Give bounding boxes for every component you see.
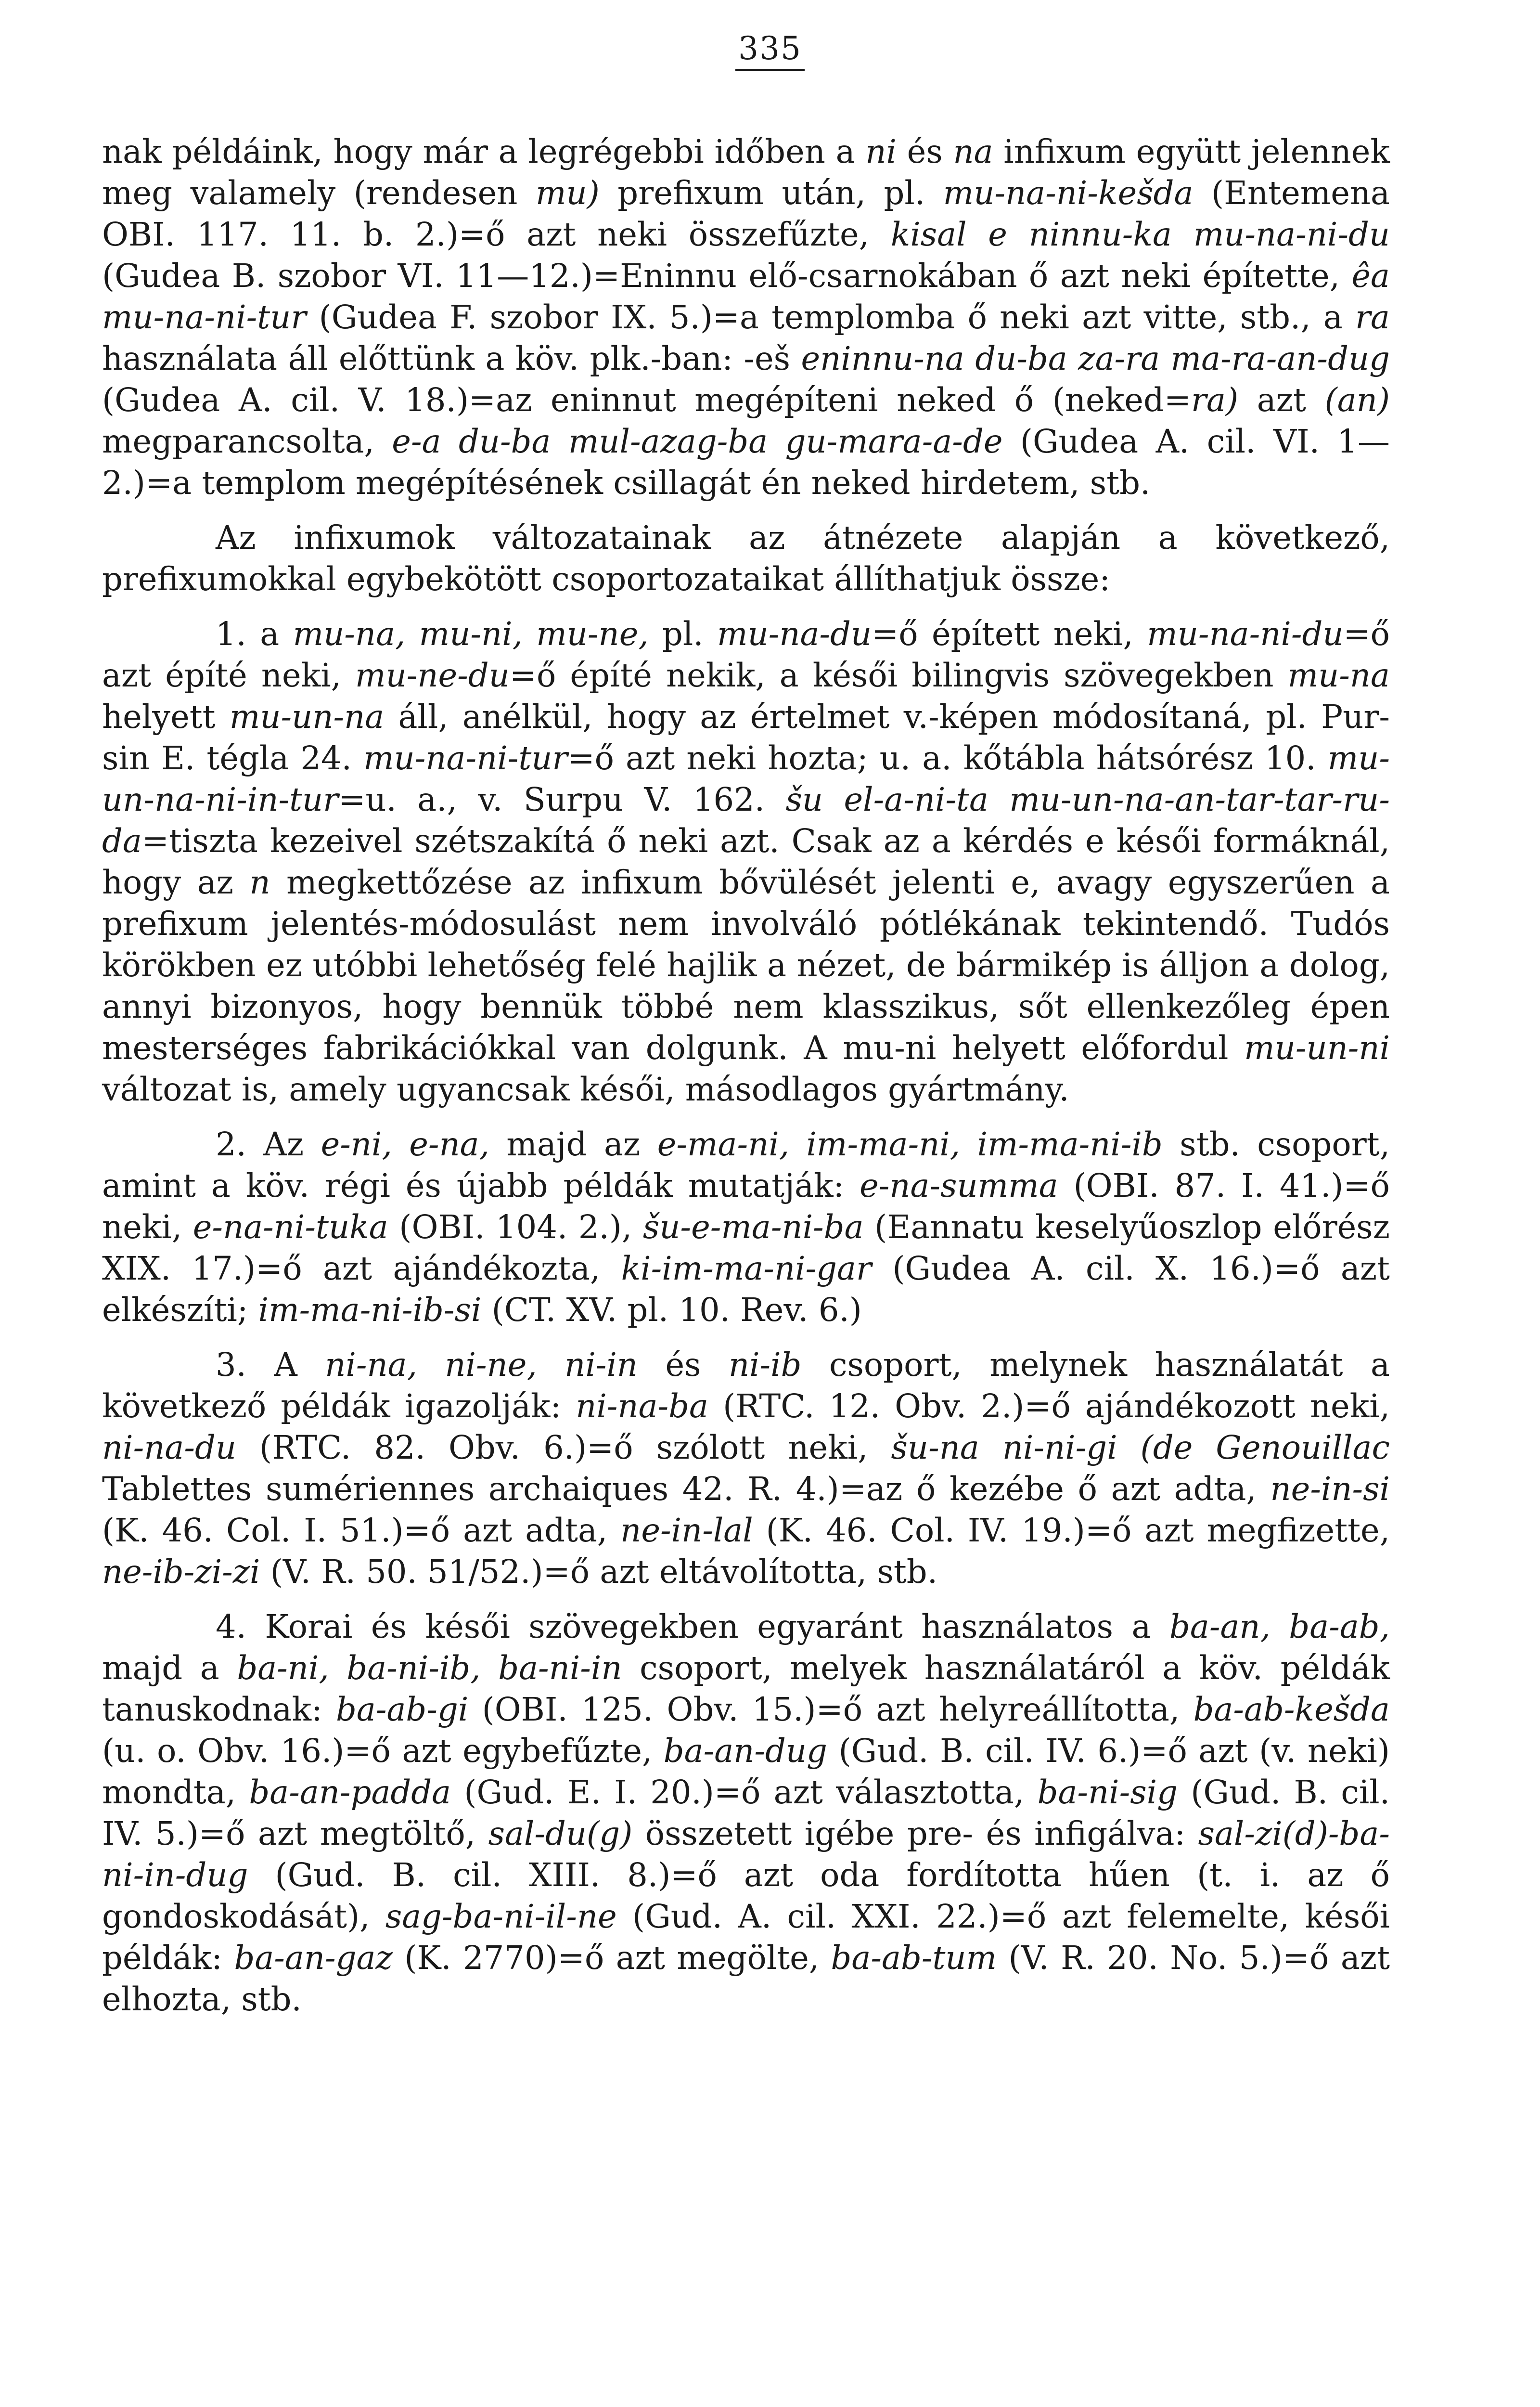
text-run: =ő építé nekik, a késői bilingvis szövegekben	[509, 657, 1288, 694]
text-run: csoport, melynek használatát a következő példák igazolják:	[102, 1346, 1390, 1425]
italic-term: ba-an-gaz	[234, 1939, 393, 1977]
italic-term: mu-na-ni-kešda	[943, 174, 1194, 212]
paragraph-6	[102, 1606, 1390, 2020]
italic-term: ki-im-ma-ni-gar	[621, 1250, 872, 1287]
italic-term: šu el-a-ni-ta mu-un-na-an-tar-tar-ru-da	[102, 781, 1390, 860]
text-run: (Gudea F. szobor IX. 5.)=a templomba ő neki azt vitte, stb., a	[306, 298, 1356, 336]
text-run: (K. 46. Col. IV. 19.)=ő azt megfizette,	[753, 1512, 1390, 1549]
italic-term: im-ma-ni-ib-si	[258, 1291, 482, 1329]
text-run: (Gud. E. I. 20.)=ő azt választotta,	[451, 1773, 1038, 1811]
italic-term: ba-ab-kešda	[1193, 1691, 1390, 1728]
text-run: (K. 46. Col. I. 51.)=ő azt adta,	[102, 1512, 621, 1549]
text-run: és	[637, 1346, 729, 1384]
paragraph-5	[102, 1344, 1390, 1592]
text-run: (Gudea A. cil. V. 18.)=az eninnut megépíteni neked ő (neked=	[102, 381, 1191, 419]
italic-term: mu-na	[1287, 657, 1390, 694]
paragraph-1	[102, 131, 1390, 504]
italic-term: n	[249, 864, 270, 901]
italic-term: ba-an-padda	[249, 1773, 451, 1811]
paragraph-3	[102, 613, 1390, 1110]
italic-term: e-ma-ni, im-ma-ni, im-ma-ni-ib	[657, 1126, 1163, 1163]
italic-term: sag-ba-ni-il-ne	[385, 1898, 617, 1935]
italic-term: ni	[865, 133, 897, 170]
italic-term: šu-na ni-ni-gi (de Genouillac	[891, 1429, 1390, 1466]
text-run: azt	[1238, 381, 1325, 419]
text-run: (OBI. 104. 2.),	[388, 1208, 643, 1246]
text-run: és	[896, 133, 953, 170]
italic-term: ba-ni-sig	[1037, 1773, 1178, 1811]
italic-term: (an)	[1324, 381, 1390, 419]
text-run: helyett	[102, 698, 230, 736]
text-run: (CT. XV. pl. 10. Rev. 6.)	[481, 1291, 862, 1329]
italic-term: e-na-ni-tuka	[192, 1208, 388, 1246]
italic-term: ne-ib-zi-zi	[102, 1553, 260, 1591]
text-run: nak példáink, hogy már a legrégebbi időben a	[102, 133, 866, 170]
italic-term: e-na-summa	[860, 1167, 1058, 1204]
italic-term: ba-an, ba-ab,	[1169, 1608, 1390, 1645]
text-run: változat is, amely ugyancsak késői, másodlagos gyártmány.	[102, 1071, 1069, 1108]
page-number-text: 335	[735, 30, 805, 71]
italic-term: ba-ab-tum	[831, 1939, 997, 1977]
text-run: (Gud. B. cil. IV. 5.)=ő azt megtöltő,	[102, 1773, 1390, 1852]
text-run: megparancsolta,	[102, 423, 392, 460]
text-run: összetett igébe pre- és infigálva:	[632, 1815, 1198, 1852]
italic-term: ni-ib	[728, 1346, 802, 1384]
text-run: prefixum után, pl.	[599, 174, 943, 212]
text-run: megkettőzése az infixum bővülését jelenti e, avagy egyszerűen a prefixum jelentés-módosulást nem involváló pótlékának tekintendő. Tudós körökben ez utóbbi lehetőség felé hajlik a nézet, de bármikép is álljon a dolog, annyi bizonyos, hogy bennük többé nem klasszikus, sőt ellenkezőleg épen mesterséges fabrikációkkal van dolgunk. A mu-ni helyett előfordul	[102, 864, 1390, 1067]
text-run: (RTC. 12. Obv. 2.)=ő ajándékozott neki,	[708, 1387, 1390, 1425]
text-run: (V. R. 20. No. 5.)=ő azt elhozta, stb.	[102, 1939, 1390, 2018]
text-run: Tablettes sumériennes archaiques 42. R. 4.)=az ő kezébe ő azt adta,	[102, 1470, 1270, 1508]
text-run: 3. A	[216, 1346, 325, 1384]
text-run: stb. csoport, amint a köv. régi és újabb példák mutatják:	[102, 1126, 1390, 1204]
italic-term: mu-un-na	[229, 698, 385, 736]
italic-term: ni-na, ni-ne, ni-in	[325, 1346, 638, 1384]
italic-term: ne-in-si	[1270, 1470, 1390, 1508]
italic-term: êa mu-na-ni-tur	[102, 257, 1390, 336]
text-run: =u. a., v. Surpu V. 162.	[338, 781, 786, 818]
italic-term: ni-na-ba	[576, 1387, 709, 1425]
text-run: (u. o. Obv. 16.)=ő azt egybefűzte,	[102, 1732, 664, 1770]
text-run: majd a	[102, 1649, 237, 1687]
text-run: (RTC. 82. Obv. 6.)=ő szólott neki,	[236, 1429, 891, 1466]
text-run: áll, anélkül, hogy az értelmet v.-képen módosítaná, pl. Pur-sin E. tégla 24.	[102, 698, 1390, 777]
text-run: használata áll előttünk a köv. plk.-ban: -eš	[102, 340, 801, 377]
text-run: Az infixumok változatainak az átnézete alapján a következő, prefixumokkal egybekötött csoportozataikat állíthatjuk össze:	[102, 519, 1390, 598]
text-run: 4. Korai és késői szövegekben egyaránt használatos a	[216, 1608, 1169, 1645]
text-run: (OBI. 125. Obv. 15.)=ő azt helyreállította,	[468, 1691, 1194, 1728]
italic-term: ne-in-lal	[620, 1512, 753, 1549]
page-number	[0, 30, 1540, 67]
text-run: (Gudea A. cil. VI. 1—2.)=a templom megépítésének csillagát én neked hirdetem, stb.	[102, 423, 1390, 502]
text-run: =tiszta kezeivel szétszakítá ő neki azt. Csak az a kérdés e késői formáknál, hogy az	[102, 822, 1390, 901]
text-run: =ő azt építé neki,	[102, 615, 1390, 694]
italic-term: mu-un-ni	[1244, 1029, 1390, 1067]
italic-term: mu-na, mu-ni, mu-ne,	[293, 615, 649, 653]
text-run: 1. a	[216, 615, 293, 653]
text-run: pl.	[648, 615, 717, 653]
paragraph-4	[102, 1124, 1390, 1331]
text-run: =ő épített neki,	[872, 615, 1147, 653]
paragraph-2	[102, 517, 1390, 600]
text-run: 2. Az	[216, 1126, 321, 1163]
italic-term: sal-zi(d)-ba-ni-in-dug	[102, 1815, 1390, 1894]
text-run: (Gud. B. cil. IV. 6.)=ő azt (v. neki) mondta,	[102, 1732, 1390, 1811]
text-run: (Gud. A. cil. XXI. 22.)=ő azt felemelte, késői példák:	[102, 1898, 1390, 1977]
italic-term: mu-un-na-ni-in-tur	[102, 739, 1390, 818]
italic-term: šu-e-ma-ni-ba	[642, 1208, 864, 1246]
text-run: infixum együtt jelennek meg valamely (rendesen	[102, 133, 1390, 212]
italic-term: mu-na-du	[717, 615, 872, 653]
text-body	[102, 131, 1390, 2033]
text-run: (Eannatu keselyűoszlop előrész XIX. 17.)=ő azt ajándékozta,	[102, 1208, 1390, 1287]
italic-term: ba-ab-gi	[336, 1691, 469, 1728]
text-run: csoport, melyek használatáról a köv. példák tanuskodnak:	[102, 1649, 1390, 1728]
text-run: (Gudea B. szobor VI. 11—12.)=Eninnu elő-csarnokában ő azt neki építette,	[102, 257, 1352, 295]
text-run: (Gud. B. cil. XIII. 8.)=ő azt oda fordította hűen (t. i. az ő gondoskodását),	[102, 1856, 1390, 1935]
italic-term: kisal e ninnu-ka mu-na-ni-du	[890, 216, 1390, 253]
italic-term: ba-an-dug	[663, 1732, 827, 1770]
text-run: (Entemena OBI. 117. 11. b. 2.)=ő azt neki összefűzte,	[102, 174, 1390, 253]
text-run: majd az	[489, 1126, 657, 1163]
italic-term: sal-du(g)	[488, 1815, 633, 1852]
italic-term: e-a du-ba mul-azag-ba gu-mara-a-de	[392, 423, 1003, 460]
italic-term: mu-na-ni-tur	[363, 739, 568, 777]
text-run: (K. 2770)=ő azt megölte,	[392, 1939, 831, 1977]
italic-term: mu-na-ni-du	[1147, 615, 1344, 653]
italic-term: eninnu-na du-ba za-ra ma-ra-an-dug	[801, 340, 1390, 377]
italic-term: mu)	[535, 174, 600, 212]
text-run: (OBI. 87. I. 41.)=ő neki,	[102, 1167, 1390, 1246]
italic-term: ra)	[1191, 381, 1239, 419]
italic-term: ni-na-du	[102, 1429, 236, 1466]
italic-term: ra	[1355, 298, 1390, 336]
text-run: (Gudea A. cil. X. 16.)=ő azt elkészíti;	[102, 1250, 1390, 1329]
text-run: (V. R. 50. 51/52.)=ő azt eltávolította, stb.	[260, 1553, 937, 1591]
text-run: =ő azt neki hozta; u. a. kőtábla hátsórész 10.	[567, 739, 1328, 777]
italic-term: e-ni, e-na,	[321, 1126, 489, 1163]
italic-term: ba-ni, ba-ni-ib, ba-ni-in	[237, 1649, 622, 1687]
italic-term: na	[953, 133, 993, 170]
italic-term: mu-ne-du	[355, 657, 510, 694]
